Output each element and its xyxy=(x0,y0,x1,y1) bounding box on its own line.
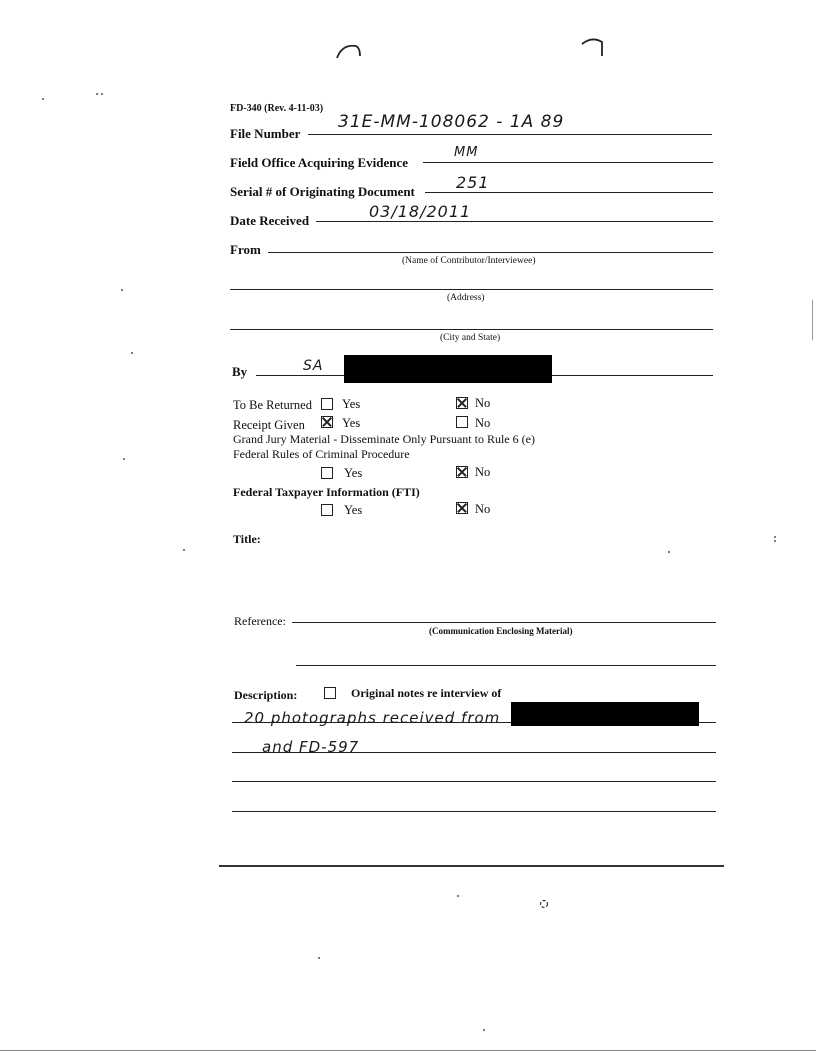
receipt-yes-checkbox[interactable] xyxy=(321,416,333,428)
reference-line-2 xyxy=(296,665,716,666)
fti-label: Federal Taxpayer Information (FTI) xyxy=(233,485,420,499)
receipt-yes-label: Yes xyxy=(342,416,361,430)
grand-jury-no-label: No xyxy=(475,465,491,479)
speck xyxy=(183,549,185,551)
city-state-caption: (City and State) xyxy=(440,333,501,343)
address-line xyxy=(230,289,713,290)
speck-ring xyxy=(538,898,550,910)
city-state-line xyxy=(230,329,713,330)
fti-yes-checkbox[interactable] xyxy=(321,504,333,516)
date-received-label: Date Received xyxy=(230,213,310,228)
from-label: From xyxy=(230,242,261,257)
date-received-value: 03/18/2011 xyxy=(369,202,472,221)
description-text-1: 20 photographs received from xyxy=(244,709,501,727)
reference-caption: (Communication Enclosing Material) xyxy=(429,626,573,636)
from-line xyxy=(268,252,713,253)
to-be-returned-label: To Be Returned xyxy=(233,398,312,412)
speck xyxy=(96,93,98,95)
grand-jury-yes-label: Yes xyxy=(344,466,363,480)
speck xyxy=(42,98,44,100)
returned-no-label: No xyxy=(475,396,491,410)
redaction-by xyxy=(344,355,552,383)
from-caption: (Name of Contributor/Interviewee) xyxy=(402,256,536,266)
reference-label: Reference: xyxy=(234,614,286,628)
speck xyxy=(457,895,459,897)
original-notes-checkbox[interactable] xyxy=(324,687,336,699)
field-office-value: MM xyxy=(454,145,479,160)
file-number-value: 31E-MM-108062 - 1A 89 xyxy=(338,112,565,132)
receipt-no-checkbox[interactable] xyxy=(456,416,468,428)
redaction-description xyxy=(511,702,699,726)
fti-yes-label: Yes xyxy=(344,503,363,517)
grand-jury-yes-checkbox[interactable] xyxy=(321,467,333,479)
speck xyxy=(774,536,776,538)
punch-mark-left xyxy=(334,40,364,62)
serial-value: 251 xyxy=(456,173,490,192)
speck xyxy=(483,1029,485,1031)
by-value: SA xyxy=(303,358,324,374)
grand-jury-line2: Federal Rules of Criminal Procedure xyxy=(233,447,410,461)
address-caption: (Address) xyxy=(447,293,485,303)
fti-no-checkbox[interactable] xyxy=(456,502,468,514)
page-right-edge xyxy=(812,300,813,340)
description-line-4 xyxy=(232,811,716,812)
title-label: Title: xyxy=(233,532,261,546)
by-label: By xyxy=(232,364,248,379)
date-received-line xyxy=(316,221,713,222)
speck xyxy=(131,352,133,354)
speck xyxy=(123,458,125,460)
punch-mark-right xyxy=(580,36,610,60)
description-label: Description: xyxy=(234,688,298,702)
returned-yes-label: Yes xyxy=(342,397,361,411)
fti-no-label: No xyxy=(475,502,491,516)
form-code: FD-340 (Rev. 4-11-03) xyxy=(230,103,324,114)
speck xyxy=(121,289,123,291)
description-line-3 xyxy=(232,781,716,782)
grand-jury-no-checkbox[interactable] xyxy=(456,466,468,478)
bottom-rule xyxy=(219,865,724,867)
speck xyxy=(774,540,776,542)
reference-line xyxy=(292,622,716,623)
grand-jury-line1: Grand Jury Material - Disseminate Only Pursuant to Rule 6 (e) xyxy=(233,432,535,446)
field-office-line xyxy=(423,162,713,163)
serial-line xyxy=(425,192,713,193)
field-office-label: Field Office Acquiring Evidence xyxy=(230,155,409,170)
serial-label: Serial # of Originating Document xyxy=(230,184,415,199)
returned-no-checkbox[interactable] xyxy=(456,397,468,409)
original-notes-label: Original notes re interview of xyxy=(351,686,502,700)
file-number-line xyxy=(308,134,712,135)
file-number-label: File Number xyxy=(230,126,301,141)
receipt-given-label: Receipt Given xyxy=(233,418,305,432)
speck xyxy=(318,957,320,959)
returned-yes-checkbox[interactable] xyxy=(321,398,333,410)
speck xyxy=(668,551,670,553)
description-text-2: and FD-597 xyxy=(262,738,360,756)
speck xyxy=(101,93,103,95)
receipt-no-label: No xyxy=(475,416,491,430)
page-bottom-edge xyxy=(0,1050,816,1051)
